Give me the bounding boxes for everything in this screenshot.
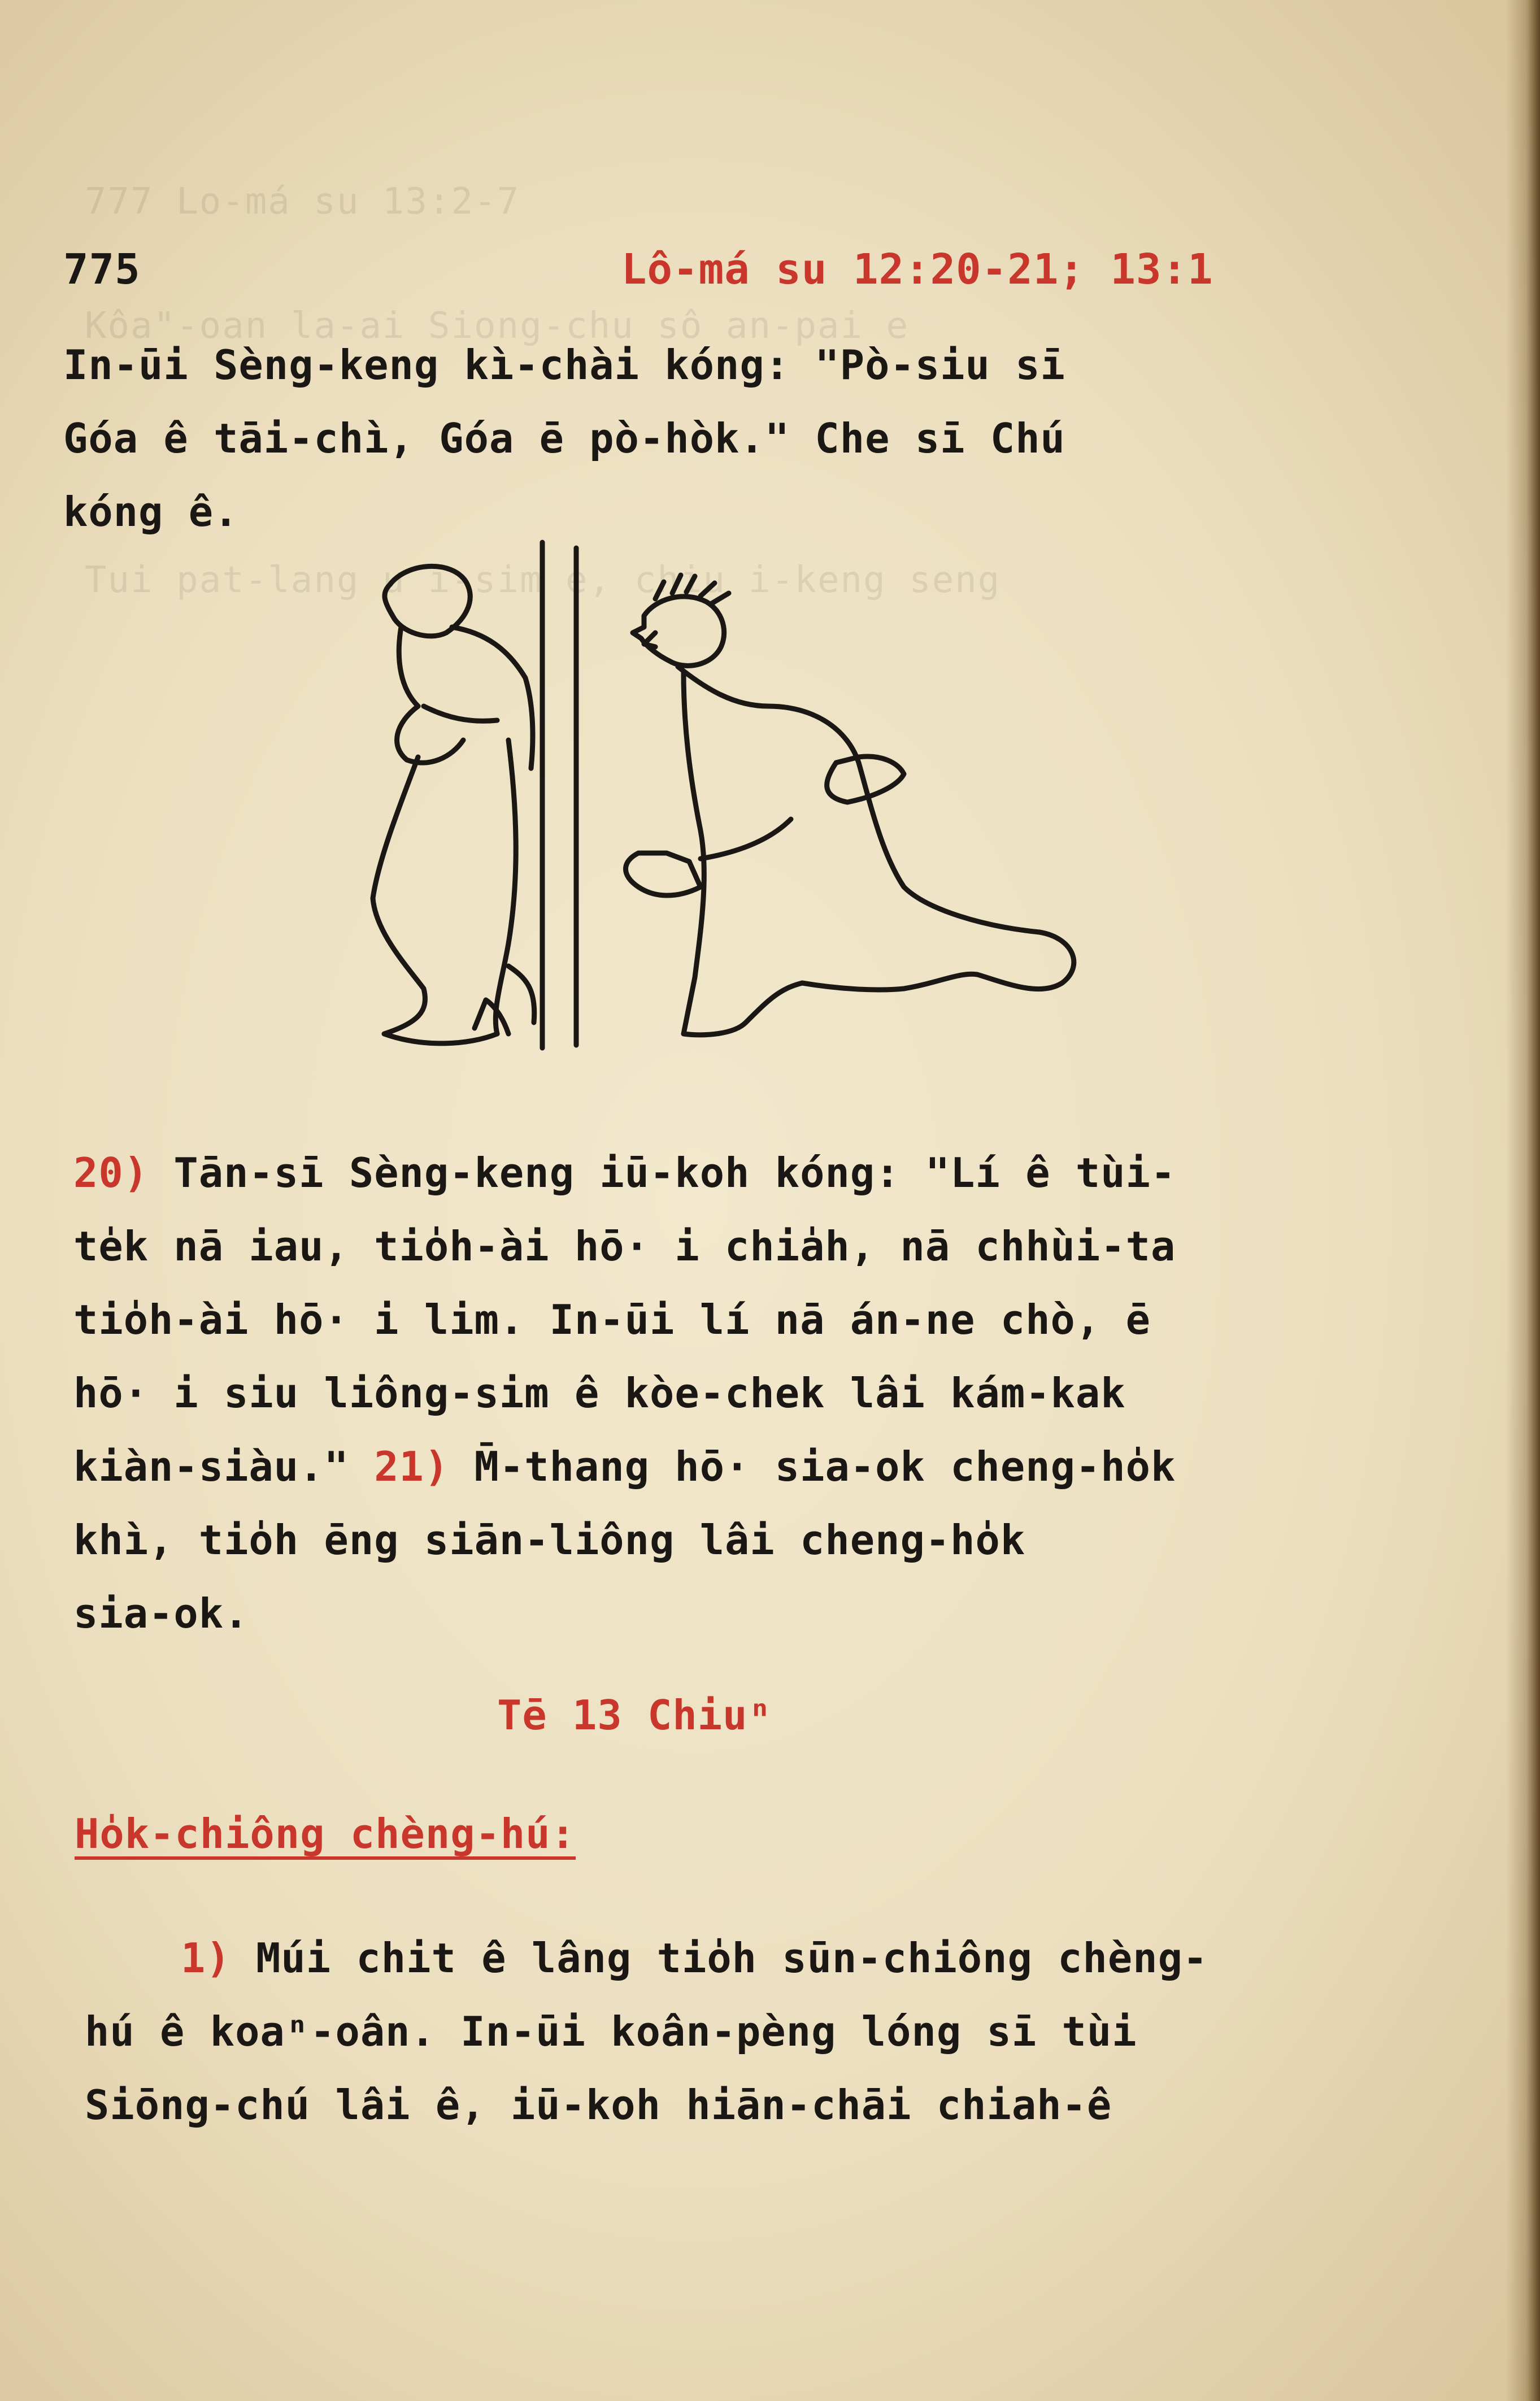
verse-1-line [181, 1934, 1208, 1982]
left-figure-robe [373, 757, 497, 1043]
verse-number: 21) [374, 1443, 450, 1490]
text-line: kóng ê. [63, 488, 239, 536]
text-line: Siōng-chú lâi ê, iū-koh hiān-chāi chiah-ê [85, 2081, 1112, 2129]
text-line: Góa ê tāi-chì, Góa ē pò-hòk." Che sī Chú [63, 415, 1065, 462]
section-heading: Ho̍k-chiông chèng-hú: [75, 1813, 576, 1860]
text-line: khì, tio̍h ēng siān-liông lâi cheng-ho̍k [73, 1516, 1026, 1564]
verse-number: 1) [181, 1934, 231, 1982]
text-line: sia-ok. [73, 1590, 249, 1637]
right-figure-hand [626, 853, 701, 895]
show-through-line: Tui pat-lang u i-sim e, chiu i-keng seng [85, 559, 1001, 601]
verse-20-line [73, 1149, 1176, 1197]
illustration-two-figures-at-doorway [339, 537, 1090, 1056]
page-edge-shadow [1506, 0, 1540, 2401]
text [231, 1934, 256, 1982]
text [149, 1149, 173, 1197]
text-line: In-ūi Sèng-keng kì-chài kóng: "Pò-siu sī [63, 341, 1065, 389]
right-figure-robe [678, 667, 1074, 990]
text-line: te̍k nā iau, tio̍h-ài hō· i chia̍h, nā chhùi-ta [73, 1223, 1176, 1270]
text [349, 1443, 374, 1490]
text [449, 1443, 474, 1490]
text-line: hú ê koaⁿ-oân. In-ūi koân-pèng lóng sī tùi [85, 2008, 1137, 2055]
text-line: tio̍h-ài hō· i lim. In-ūi lí nā án-ne chò, ē [73, 1296, 1151, 1343]
text-line: hō· i siu liông-sim ê kòe-chek lâi kám-kak [73, 1369, 1126, 1417]
left-figure-arms [397, 706, 463, 763]
show-through-line: Kôa"-oan la-ai Siong-chu sô an-pai e [85, 305, 910, 347]
page-number: 775 [63, 245, 141, 294]
show-through-line: 777 Lo-má su 13:2-7 [85, 181, 520, 223]
verse-number: 20) [73, 1149, 149, 1197]
text: Tān-sī Sèng-keng iū-koh kóng: "Lí ê tùi- [173, 1149, 1176, 1197]
text: M̄-thang hō· sia-ok cheng-ho̍k [474, 1443, 1176, 1490]
running-head-reference: Lô-má su 12:20-21; 13:1 [621, 245, 1213, 294]
chapter-heading: Tē 13 Chiuⁿ [497, 1691, 773, 1739]
verse-21-start-line [73, 1443, 1176, 1490]
text: Múi chit ê lâng tio̍h sūn-chiông chèng- [256, 1934, 1208, 1982]
text: kiàn-siàu." [73, 1443, 349, 1490]
right-figure-head [633, 597, 724, 666]
